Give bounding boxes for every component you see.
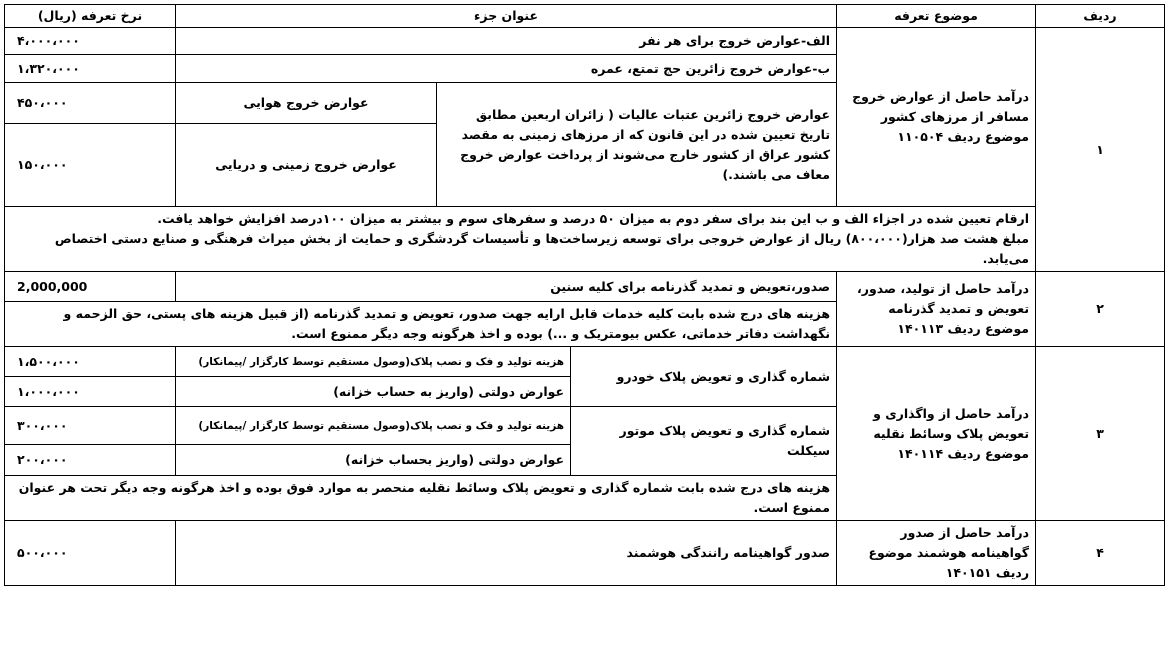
sub-item-title: هزینه تولید و فک و نصب پلاک(وصول مستقیم توسط کارگزار /پیمانکار) [176,347,571,377]
row-note: هزینه های درج شده بابت شماره گذاری و تعویض پلاک وسائط نقلیه منحصر به موارد فوق بوده و اخذ هرگونه وجه دیگر تحت هر عنوان ممنوع است. [5,476,837,521]
item-rate: ۴،۰۰۰،۰۰۰ [5,28,176,55]
item-rate: ۲۰۰،۰۰۰ [5,445,176,476]
header-row-no: ردیف [1036,5,1165,28]
table-row [5,521,1165,586]
tariff-table [4,4,1165,586]
item-title: صدور گواهینامه رانندگی هوشمند [176,521,837,586]
item-title: شماره گذاری و تعویض پلاک موتور سیکلت [571,407,837,476]
item-rate: ۴۵۰،۰۰۰ [5,83,176,124]
row-note: هزینه های درج شده بابت کلیه خدمات قابل ارایه جهت صدور، تعویض و تمدید گذرنامه (از قبیل هزینه های پستی، حق الزحمه و نگهداشت دفاتر خدماتی، عکس بیومتریک و ...) بوده و اخذ هرگونه وجه دیگر ممنوع است. [5,302,837,347]
item-title: صدور،تعویض و تمدید گذرنامه برای کلیه سنین [176,272,837,302]
item-rate: ۱،۵۰۰،۰۰۰ [5,347,176,377]
table-row [5,28,1165,55]
table-row [5,347,1165,377]
row-subject: درآمد حاصل از صدور گواهینامه هوشمند موضوع ردیف ۱۴۰۱۵۱ [837,521,1036,586]
row-number: ۳ [1036,347,1165,521]
header-rate: نرخ تعرفه (ریال) [5,5,176,28]
item-title: الف-عوارض خروج برای هر نفر [176,28,837,55]
item-rate: ۱،۰۰۰،۰۰۰ [5,377,176,407]
header-item-title: عنوان جزء [176,5,837,28]
row-subject: درآمد حاصل از عوارض خروج مسافر از مرزهای کشور موضوع ردیف ۱۱۰۵۰۴ [837,28,1036,207]
note-line: مبلغ هشت صد هزار(۸۰۰،۰۰۰) ریال از عوارض خروجی برای توسعه زیرساخت‌ها و تأسیسات گردشگری و حمایت از بخش میراث فرهنگی و صنایع دستی اختصاص می‌یابد. [54,231,1030,266]
item-title: ب-عوارض خروج زائرین حج تمتع، عمره [176,55,837,83]
sub-item-title: هزینه تولید و فک و نصب پلاک(وصول مستقیم توسط کارگزار /پیمانکار) [176,407,571,445]
table-row [5,272,1165,302]
item-rate: 2,000,000 [5,272,176,302]
item-title: شماره گذاری و تعویض پلاک خودرو [571,347,837,407]
header-subject: موضوع تعرفه [837,5,1036,28]
row-number: ۴ [1036,521,1165,586]
row-number: ۲ [1036,272,1165,347]
sub-item-title: عوارض دولتی (واریز به حساب خزانه) [176,377,571,407]
arbaeen-description: عوارض خروج زائرین عتبات عالیات ( زائران اربعین مطابق تاریخ تعیین شده در این قانون که از مرزهای زمینی به مقصد کشور عراق از کشور خارج می‌شوند از پرداخت عوارض خروج معاف می باشند.) [437,83,837,207]
item-title: عوارض خروج زمینی و دریایی [176,124,437,207]
note-line: ارقام تعیین شده در اجزاء الف و ب این بند برای سفر دوم به میزان ۵۰ درصد و سفرهای سوم و بیشتر به میزان ۱۰۰درصد افزایش خواهد یافت. [157,211,1030,226]
row-note [5,207,1036,272]
item-rate: ۱،۳۲۰،۰۰۰ [5,55,176,83]
row-subject: درآمد حاصل از تولید، صدور، تعویض و تمدید گذرنامه موضوع ردیف ۱۴۰۱۱۳ [837,272,1036,347]
row-subject: درآمد حاصل از واگذاری و تعویض پلاک وسائط نقلیه موضوع ردیف ۱۴۰۱۱۴ [837,347,1036,521]
header-row [5,5,1165,28]
sub-item-title: عوارض دولتی (واریز بحساب خزانه) [176,445,571,476]
row-number: ۱ [1036,28,1165,272]
item-rate: ۵۰۰،۰۰۰ [5,521,176,586]
item-rate: ۳۰۰،۰۰۰ [5,407,176,445]
item-rate: ۱۵۰،۰۰۰ [5,124,176,207]
item-title: عوارض خروج هوایی [176,83,437,124]
